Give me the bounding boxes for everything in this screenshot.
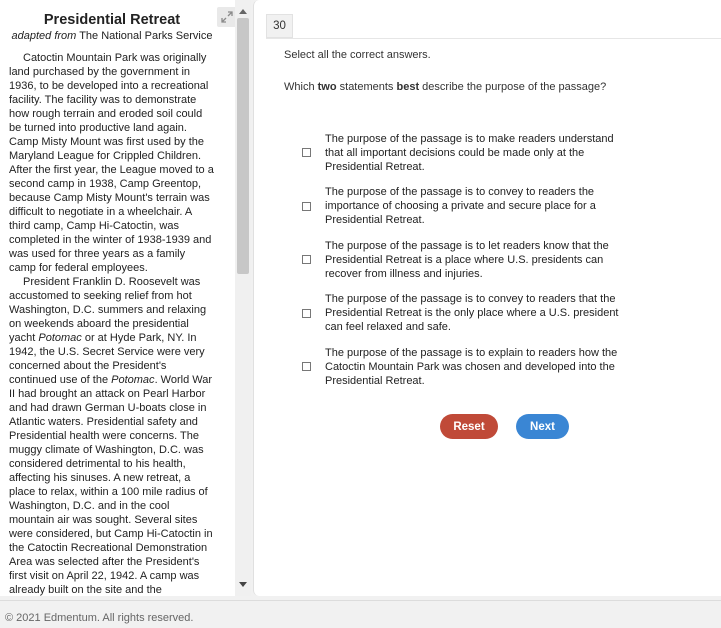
prompt-emphasis: best: [396, 81, 420, 93]
passage-paragraph-2: [9, 275, 215, 596]
source-prefix: adapted from: [11, 30, 77, 42]
scroll-down-button[interactable]: [235, 578, 251, 592]
prompt-part: statements: [336, 81, 397, 93]
passage-pane: [0, 0, 251, 596]
expand-button[interactable]: [217, 7, 237, 27]
footer-copyright: © 2021 Edmentum. All rights reserved.: [5, 612, 194, 624]
footer-divider: [0, 600, 721, 601]
answer-checkbox-2[interactable]: [302, 202, 311, 211]
source-name: The National Parks Service: [79, 30, 213, 42]
answer-option-5[interactable]: [302, 340, 632, 394]
scroll-up-button[interactable]: [235, 4, 251, 18]
prompt-emphasis: two: [317, 81, 337, 93]
answer-option-3[interactable]: [302, 233, 632, 287]
arrow-up-icon: [239, 8, 247, 14]
passage-p2-part: . World War II had brought an attack on Pearl Harbor and had drawn German U-boats close in Atlantic waters. Presidential safety and Presidential health were concerns. The muggy climate of Washington, D.C. was considered detrimental to his health, affecting his sinuses. A new retreat, a place to relax, within a 100 mile radius of Washington, D.C. and in the cool mountain air was sought. Several sites were considered, but Camp Hi-Catoctin in the Catoctin Recreational Demonstration Area was selected after the President's first visit on April 22, 1942. A camp was already built on the site and the: [9, 374, 213, 596]
expand-icon: [221, 11, 233, 23]
passage-scroll-area[interactable]: [0, 0, 235, 596]
answer-option-2[interactable]: [302, 180, 632, 234]
passage-source: [9, 29, 215, 44]
question-prompt: [284, 81, 606, 93]
passage-title: Presidential Retreat: [43, 12, 181, 28]
arrow-down-icon: [239, 582, 247, 588]
reset-button[interactable]: Reset: [440, 414, 498, 439]
passage-p2-italic: Potomac: [111, 374, 155, 386]
scroll-thumb[interactable]: [237, 18, 249, 274]
question-instruction: Select all the correct answers.: [284, 49, 431, 61]
answer-checkbox-3[interactable]: [302, 255, 311, 264]
question-divider: [266, 38, 721, 39]
passage-p2-italic: Potomac: [38, 332, 82, 344]
answer-text-2: The purpose of the passage is to convey to readers the importance of choosing a private and secure place for a Presidential Retreat.: [325, 186, 596, 227]
question-number: 30: [266, 14, 293, 38]
answer-options: [302, 126, 632, 394]
prompt-part: describe the purpose of the passage?: [419, 81, 607, 93]
next-button[interactable]: Next: [516, 414, 569, 439]
answer-option-4[interactable]: [302, 287, 632, 341]
answer-option-1[interactable]: [302, 126, 632, 180]
passage-text: [9, 51, 215, 596]
question-area: [253, 0, 721, 596]
passage-p2-part: or at Hyde Park, NY. In 1942, the U.S. Secret Service were very concerned about the President's continued use of the: [9, 332, 205, 386]
answer-checkbox-5[interactable]: [302, 362, 311, 371]
passage-paragraph-1: Catoctin Mountain Park was originally land purchased by the government in 1936, to be developed into a recreational facility. The facility was to demonstrate how rough terrain and eroded soil could be turned into productive land again. Camp Misty Mount was first used by the Maryland League for Crippled Children. After the first year, the League moved to a second camp in 1938, Camp Greentop, because Camp Misty Mount's terrain was difficult to negotiate in a wheelchair. A third camp, Camp Hi-Catoctin, was completed in the winter of 1938-1939 and was used for three years as a family camp for federal employees.: [9, 52, 214, 274]
prompt-part: Which: [284, 81, 318, 93]
passage-p2-part: President Franklin D. Roosevelt was accustomed to seeking relief from hot Washington, D.C. summers and relaxing on weekends aboard the presidential yacht: [9, 276, 207, 344]
answer-text-3: The purpose of the passage is to let readers know that the Presidential Retreat is a place where U.S. presidents can recover from illness and injuries.: [325, 239, 609, 280]
answer-text-5: The purpose of the passage is to explain to readers how the Catoctin Mountain Park was chosen and developed into the Presidential Retreat.: [325, 346, 618, 387]
answer-text-4: The purpose of the passage is to convey to readers that the Presidential Retreat is the only place where a U.S. president can feel relaxed and safe.: [325, 293, 619, 334]
passage-scrollbar[interactable]: [235, 0, 251, 596]
answer-checkbox-4[interactable]: [302, 309, 311, 318]
answer-text-1: The purpose of the passage is to make readers understand that all important decisions could be made only at the Presidential Retreat.: [325, 132, 614, 173]
answer-checkbox-1[interactable]: [302, 148, 311, 157]
